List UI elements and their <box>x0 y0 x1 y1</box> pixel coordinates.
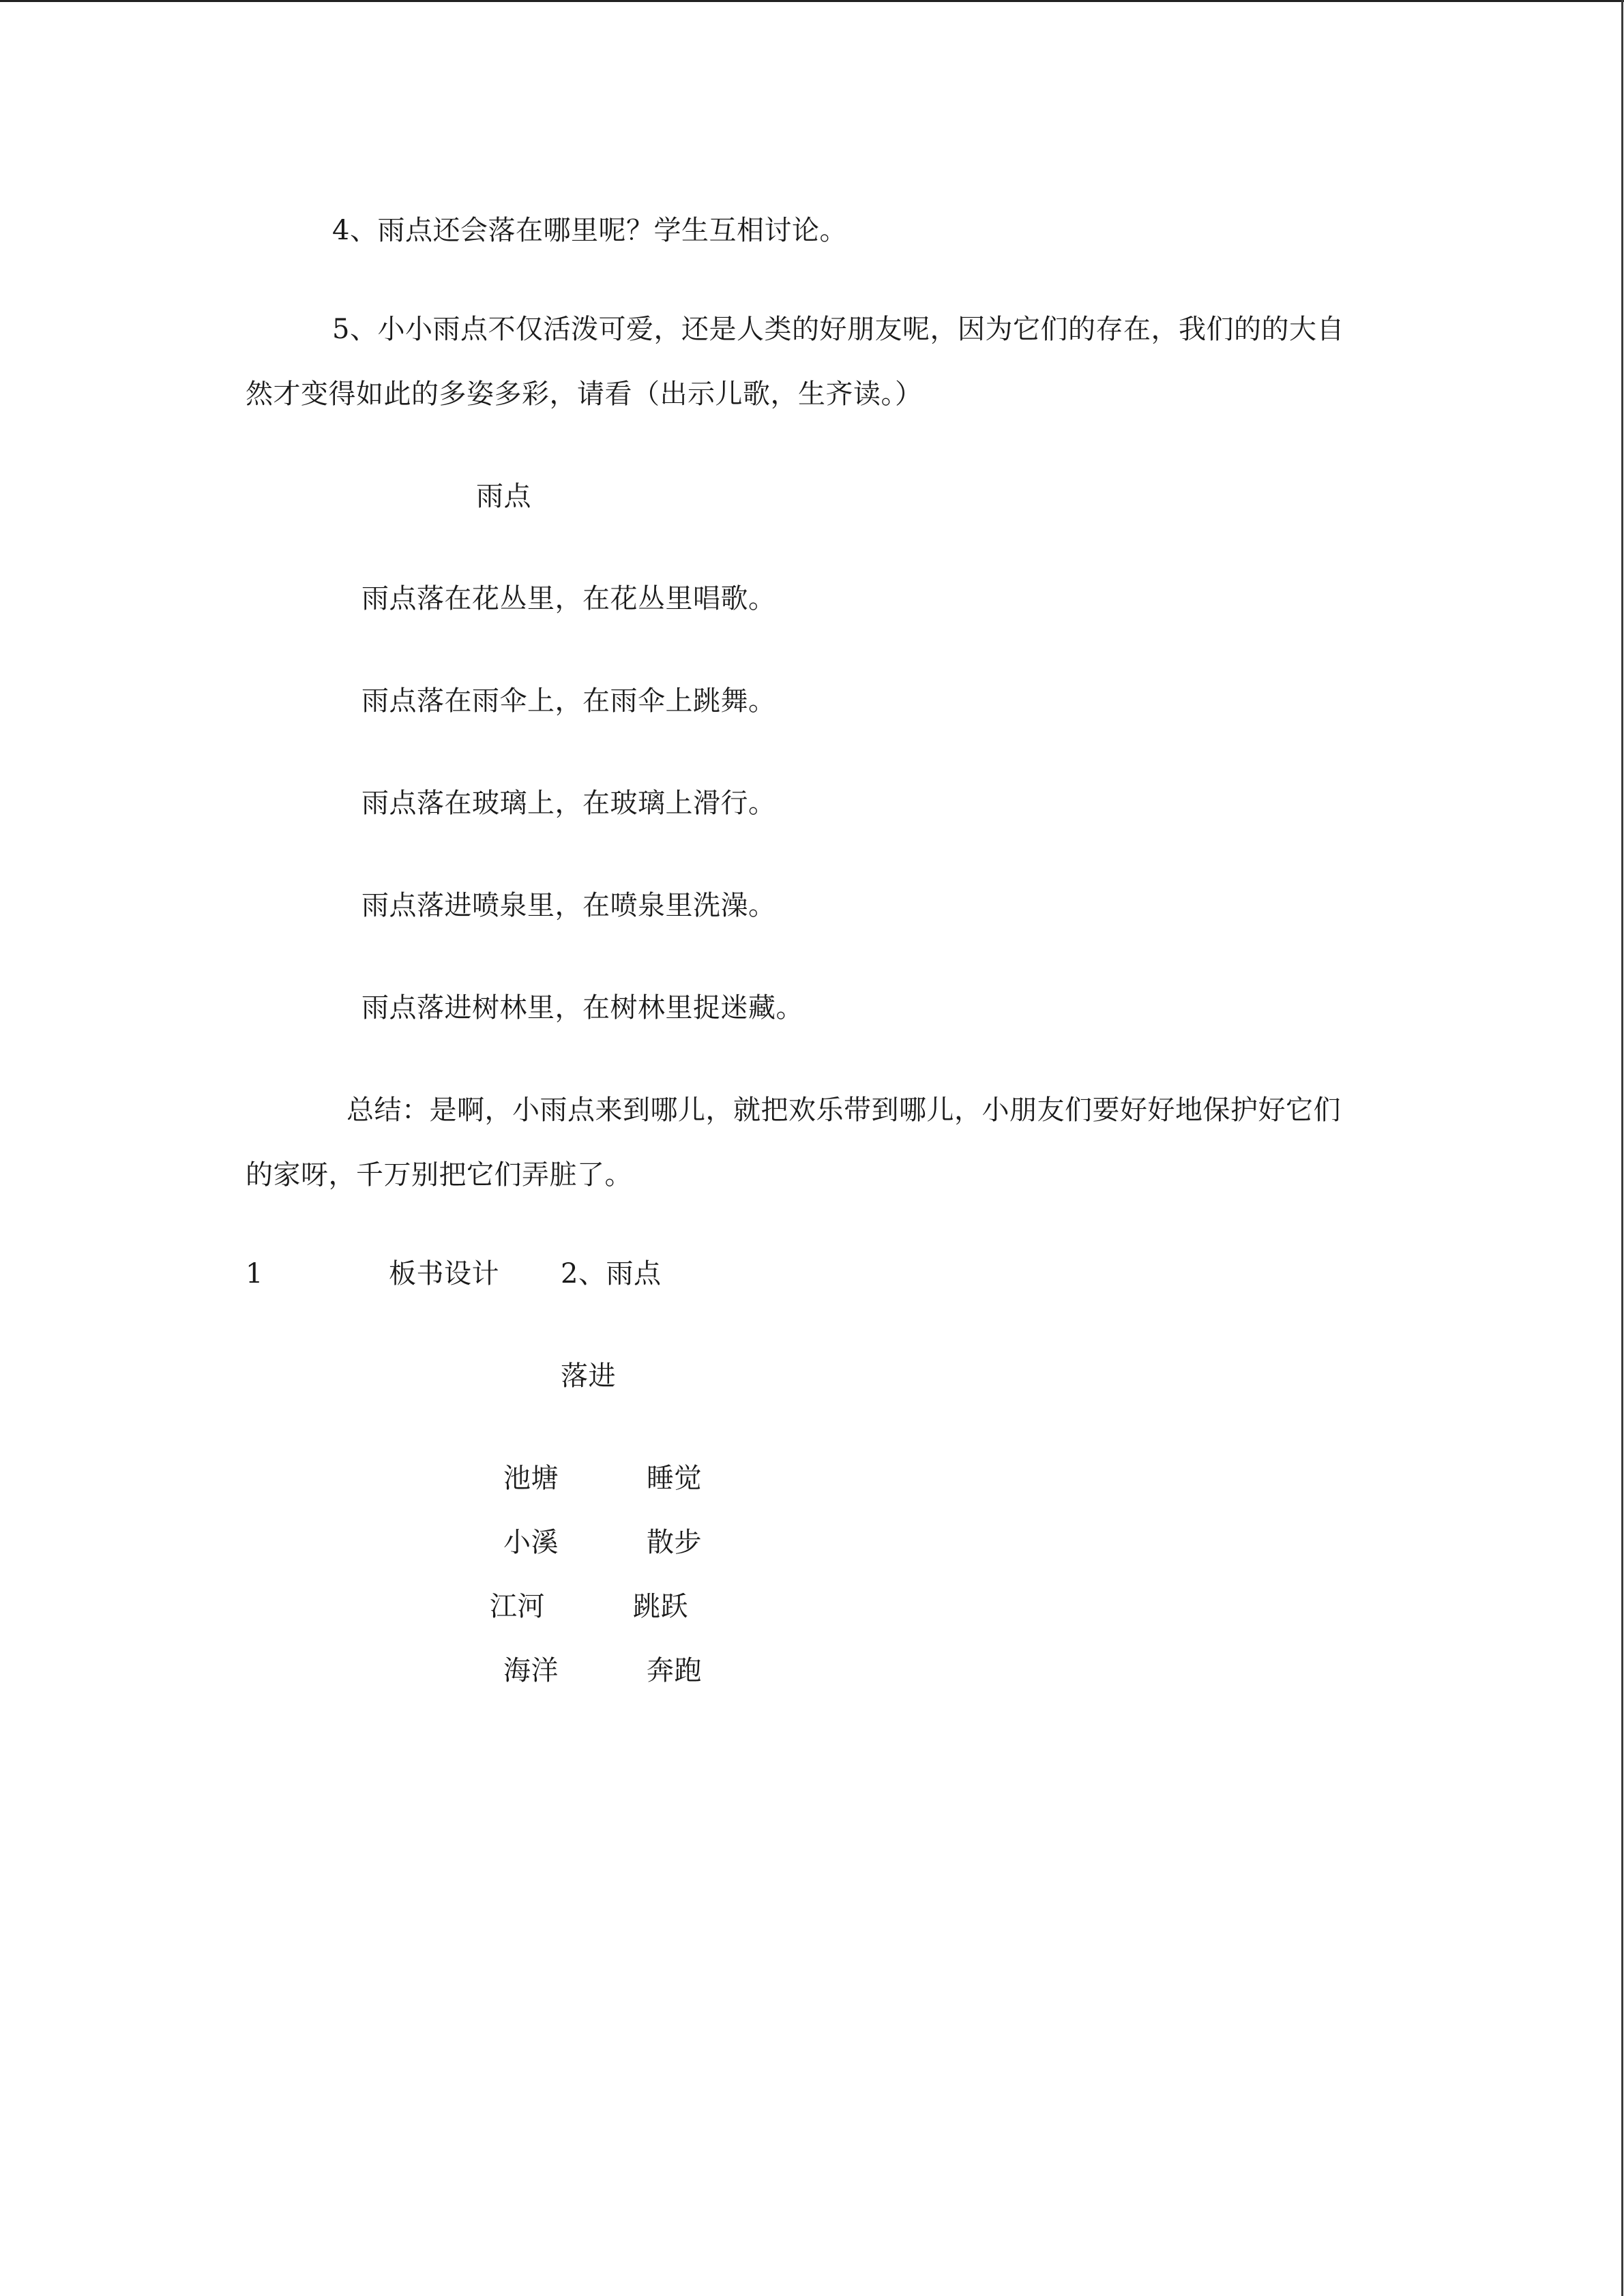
board-title: 2、雨点 <box>561 1258 662 1289</box>
poem-line: 雨点落进树林里，在树林里捉迷藏。 <box>361 992 803 1024</box>
paragraph-5-line-2: 然才变得如此的多姿多彩，请看（出示儿歌，生齐读。） <box>246 378 923 410</box>
board-heading: 板书设计 <box>389 1258 499 1289</box>
board-action: 跳跃 <box>633 1591 688 1622</box>
board-number: 1 <box>246 1258 263 1289</box>
poem-line: 雨点落进喷泉里，在喷泉里洗澡。 <box>361 890 776 921</box>
page-right-border <box>1621 0 1623 2296</box>
board-verb: 落进 <box>561 1360 616 1392</box>
poem-title: 雨点 <box>476 481 531 512</box>
paragraph-5-line-1: 5、小小雨点不仅活泼可爱，还是人类的好朋友呢，因为它们的存在，我们的的大自 <box>332 314 1344 345</box>
board-place: 海洋 <box>503 1655 559 1686</box>
poem-line: 雨点落在玻璃上，在玻璃上滑行。 <box>361 788 776 819</box>
summary-line-1: 总结：是啊，小雨点来到哪儿，就把欢乐带到哪儿，小朋友们要好好地保护好它们 <box>346 1094 1341 1126</box>
board-action: 睡觉 <box>647 1463 702 1494</box>
board-action: 奔跑 <box>647 1655 702 1686</box>
poem-line: 雨点落在雨伞上，在雨伞上跳舞。 <box>361 685 776 717</box>
paragraph-4: 4、雨点还会落在哪里呢？学生互相讨论。 <box>332 215 847 246</box>
board-place: 池塘 <box>503 1463 559 1494</box>
board-action: 散步 <box>647 1527 702 1558</box>
page-top-border <box>0 0 1624 2</box>
board-place: 小溪 <box>503 1527 559 1558</box>
board-place: 江河 <box>490 1591 545 1622</box>
poem-line: 雨点落在花丛里，在花丛里唱歌。 <box>361 583 776 614</box>
summary-line-2: 的家呀，千万别把它们弄脏了。 <box>246 1159 632 1191</box>
